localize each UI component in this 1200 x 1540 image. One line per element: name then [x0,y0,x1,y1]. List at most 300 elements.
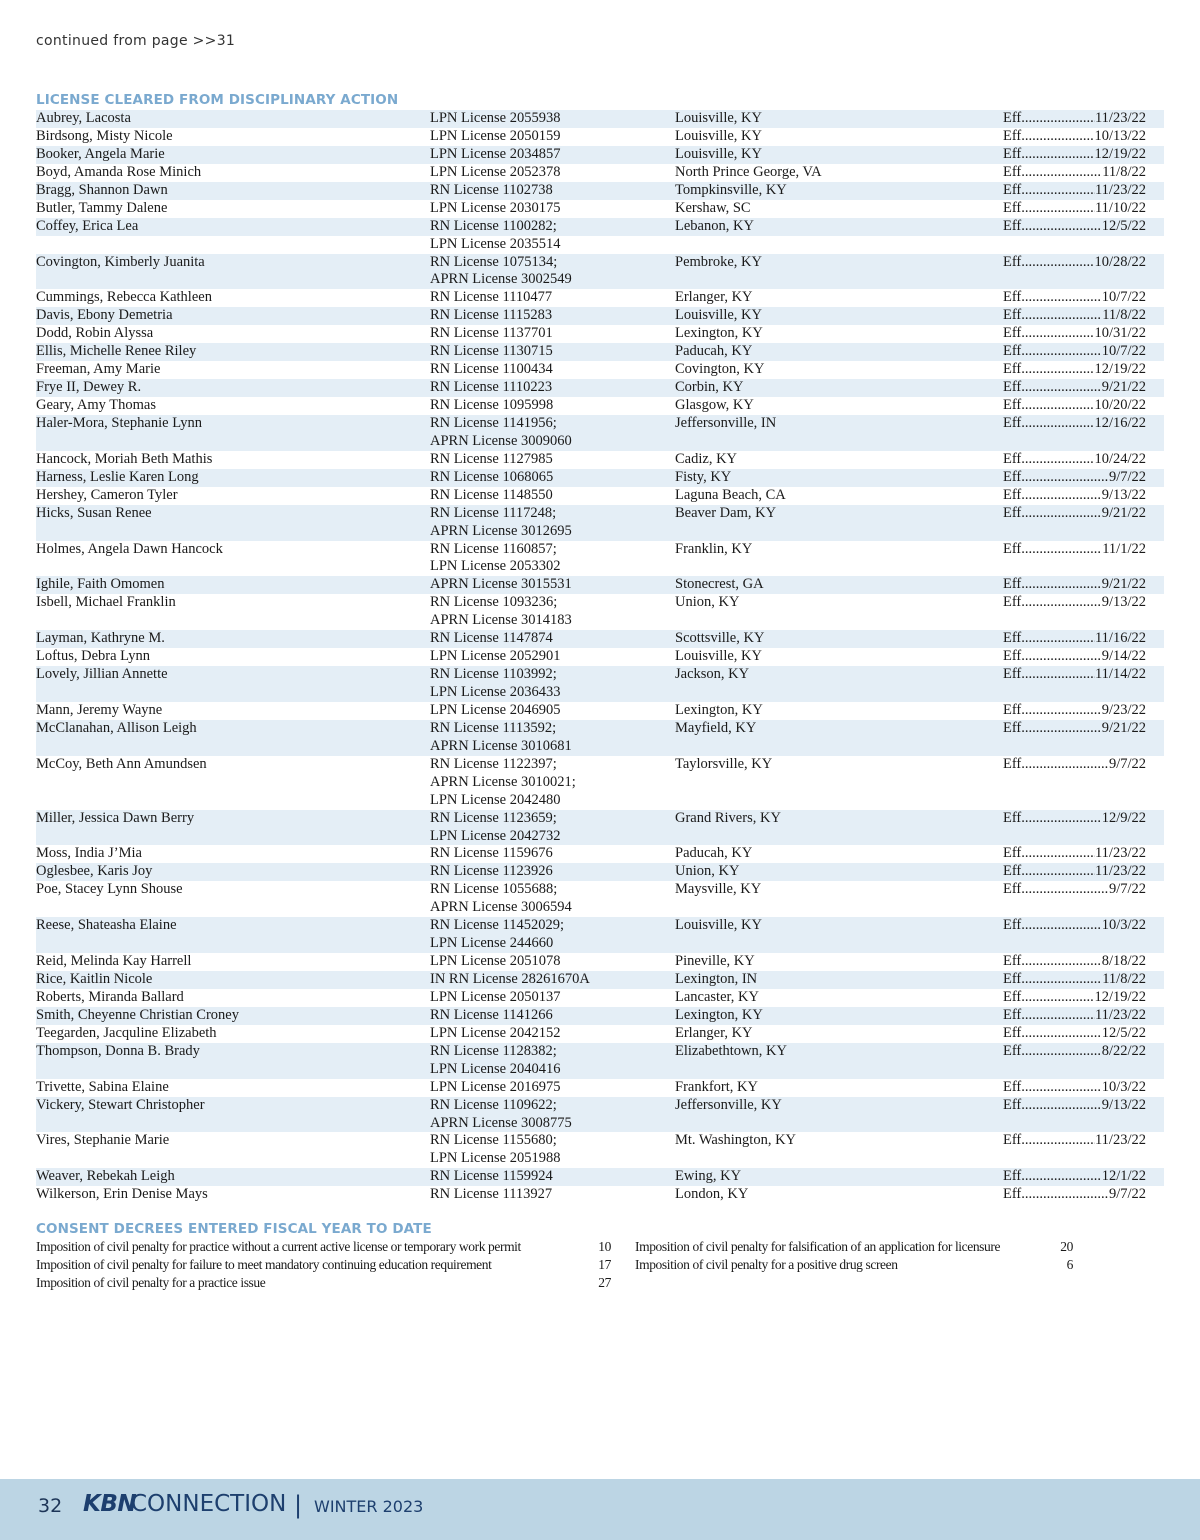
continued-note: continued from page >>31 [36,33,236,49]
licensee-name: Geary, Amy Thomas [36,397,157,413]
consent-item [635,1238,1073,1256]
licensee-location: Lebanon, KY [675,217,754,234]
effective-label: Eff. [1003,1006,1025,1023]
section-heading-cleared: LICENSE CLEARED FROM DISCIPLINARY ACTION [36,92,399,108]
effective-label: Eff. [1003,343,1025,360]
table-row [36,1168,1164,1186]
licensee-name: Miller, Jessica Dawn Berry [36,809,195,826]
table-row [36,1025,1164,1043]
consent-item-text: Imposition of civil penalty for falsification of an application for licensure [635,1239,1001,1254]
licensee-name: Isbell, Michael Franklin [36,594,176,611]
effective-date-value: 11/14/22 [1094,666,1146,683]
table-row [36,684,1164,702]
effective-date [1003,1132,1146,1150]
licensee-name: Moss, India J’Mia [36,845,142,862]
licensee-location: North Prince George, VA [675,163,822,180]
license-number: RN License 1155680; [430,1132,557,1149]
effective-label: Eff. [1003,468,1025,485]
licensee-location: Cadiz, KY [675,450,738,467]
effective-date-value: 10/31/22 [1094,325,1146,342]
table-row [36,738,1164,756]
effective-date [1003,576,1146,594]
effective-label: Eff. [1003,1024,1025,1041]
licensee-name: Vickery, Stewart Christopher [36,1096,205,1113]
table-row [36,236,1164,254]
effective-date [1003,1079,1146,1097]
licensee-name: Oglesbee, Karis Joy [36,863,153,880]
effective-date [1003,110,1146,128]
table-row [36,343,1164,361]
license-number: RN License 1110477 [430,289,553,306]
effective-date [1003,594,1146,612]
effective-label: Eff. [1003,576,1025,593]
table-row [36,146,1164,164]
licensee-name: Cummings, Rebecca Kathleen [36,289,212,306]
licensee-name: Hershey, Cameron Tyler [36,486,178,503]
licensee-location: Pembroke, KY [675,253,762,270]
licensee-name: Wilkerson, Erin Denise Mays [36,1186,208,1203]
licensee-location: Lexington, KY [675,1006,763,1023]
license-number: APRN License 3008775 [430,1114,572,1131]
effective-date-value: 12/19/22 [1094,145,1146,162]
table-row [36,505,1164,523]
effective-date-value: 9/7/22 [1108,1186,1146,1203]
license-number: RN License 1068065 [430,468,554,485]
licensee-name: Reid, Melinda Kay Harrell [36,953,192,970]
licensee-location: London, KY [675,1186,749,1203]
effective-date-value: 10/13/22 [1094,127,1146,144]
licensee-location: Jeffersonville, KY [675,1096,782,1113]
license-number: RN License 1103992; [430,666,557,683]
licensee-location: Louisville, KY [675,127,762,144]
effective-date-value: 9/13/22 [1101,1096,1146,1113]
table-row [36,989,1164,1007]
effective-date [1003,666,1146,684]
dot-leader [1025,218,1102,236]
dot-leader [1025,415,1095,433]
license-number: APRN License 3014183 [430,612,572,629]
dot-leader [1025,505,1102,523]
license-number: RN License 1113592; [430,719,557,736]
table-row [36,648,1164,666]
license-number: RN License 1095998 [430,397,554,413]
licensee-name: Hicks, Susan Renee [36,504,152,521]
effective-date-value: 9/21/22 [1101,504,1146,521]
table-row [36,415,1164,433]
table-row [36,164,1164,182]
license-number: LPN License 2052901 [430,648,561,665]
dot-leader [1025,254,1095,272]
dot-leader [1025,182,1095,200]
dot-leader [1025,630,1095,648]
effective-date-value: 9/21/22 [1101,719,1146,736]
effective-date [1003,343,1146,361]
effective-date [1003,325,1146,343]
licensee-location: Fisty, KY [675,468,732,485]
license-number: IN RN License 28261670A [430,971,590,987]
effective-date [1003,702,1146,720]
effective-date-value: 10/28/22 [1094,253,1146,270]
license-number: LPN License 2053302 [430,558,561,575]
dot-leader [1025,343,1102,361]
dot-leader [1025,110,1095,128]
effective-date-value: 9/13/22 [1101,486,1146,503]
licensee-location: Maysville, KY [675,881,762,898]
effective-date-value: 9/7/22 [1108,881,1146,898]
consent-item-count: 17 [598,1257,611,1272]
table-row [36,935,1164,953]
effective-label: Eff. [1003,1096,1025,1113]
effective-label: Eff. [1003,504,1025,521]
effective-date-value: 12/9/22 [1101,809,1146,826]
effective-date [1003,630,1146,648]
dot-leader [1025,487,1102,505]
licensee-name: Coffey, Erica Lea [36,217,139,234]
footer-separator: | [294,1491,303,1519]
dot-leader [1025,648,1102,666]
effective-date [1003,1007,1146,1025]
dot-leader [1025,756,1109,774]
license-number: RN License 1147874 [430,630,553,647]
license-number: LPN License 2040416 [430,1060,561,1077]
dot-leader [1025,881,1109,899]
licensee-name: Loftus, Debra Lynn [36,648,150,665]
effective-label: Eff. [1003,666,1025,683]
license-number: APRN License 3002549 [430,271,572,288]
licensee-name: Aubrey, Lacosta [36,110,131,126]
effective-label: Eff. [1003,755,1025,772]
effective-date [1003,379,1146,397]
license-number: RN License 1130715 [430,343,553,360]
license-number: LPN License 2042152 [430,1024,561,1041]
effective-date-value: 8/22/22 [1101,1042,1146,1059]
dot-leader [1025,594,1102,612]
consent-item [36,1256,611,1274]
effective-label: Eff. [1003,361,1025,378]
license-number: APRN License 3010021; [430,773,576,790]
effective-date-value: 11/23/22 [1094,1132,1146,1149]
dot-leader [1025,989,1095,1007]
effective-label: Eff. [1003,145,1025,162]
licensee-name: Frye II, Dewey R. [36,379,142,396]
licensee-location: Jackson, KY [675,666,750,683]
table-row [36,1186,1164,1204]
effective-label: Eff. [1003,630,1025,647]
table-row [36,792,1164,810]
table-row [36,397,1164,415]
effective-date [1003,1186,1146,1204]
effective-date [1003,953,1146,971]
table-row [36,1115,1164,1133]
licensee-location: Scottsville, KY [675,630,765,647]
effective-label: Eff. [1003,199,1025,216]
dot-leader [1025,200,1095,218]
effective-label: Eff. [1003,110,1025,126]
page-number: 32 [38,1495,63,1517]
effective-date [1003,361,1146,379]
licensee-name: Layman, Kathryne M. [36,630,165,647]
effective-date [1003,218,1146,236]
dot-leader [1025,164,1102,182]
license-number: APRN License 3015531 [430,576,572,593]
table-row [36,1132,1164,1150]
effective-date-value: 8/18/22 [1101,953,1146,970]
license-number: APRN License 3006594 [430,899,572,916]
effective-label: Eff. [1003,181,1025,198]
effective-date-value: 12/19/22 [1094,361,1146,378]
licensee-name: McCoy, Beth Ann Amundsen [36,755,207,772]
consent-item-count: 10 [598,1239,611,1254]
dot-leader [1025,541,1102,559]
table-row [36,863,1164,881]
effective-date-value: 11/10/22 [1094,199,1146,216]
table-row [36,720,1164,738]
license-number: RN License 1159924 [430,1168,553,1185]
table-row [36,594,1164,612]
effective-date [1003,146,1146,164]
effective-date [1003,648,1146,666]
effective-date [1003,917,1146,935]
table-row [36,702,1164,720]
licensee-name: Thompson, Donna B. Brady [36,1042,200,1059]
dot-leader [1025,1007,1095,1025]
licensee-location: Lexington, KY [675,325,763,342]
effective-date [1003,756,1146,774]
effective-date [1003,1097,1146,1115]
effective-label: Eff. [1003,325,1025,342]
dot-leader [1025,1025,1102,1043]
licensee-location: Taylorsville, KY [675,755,773,772]
effective-label: Eff. [1003,881,1025,898]
table-row [36,254,1164,272]
license-number: RN License 1110223 [430,379,553,396]
license-number: RN License 1109622; [430,1096,557,1113]
table-row [36,271,1164,289]
licensee-location: Grand Rivers, KY [675,809,781,826]
effective-date [1003,1025,1146,1043]
table-row [36,612,1164,630]
license-number: RN License 1100434 [430,361,553,378]
brand-logo-bold: KBN [83,1491,137,1517]
dot-leader [1025,971,1102,989]
license-number: RN License 1122397; [430,755,557,772]
licensee-name: McClanahan, Allison Leigh [36,719,197,736]
licensee-name: Teegarden, Jacquline Elizabeth [36,1024,217,1041]
dot-leader [1025,289,1102,307]
effective-date-value: 12/19/22 [1094,988,1146,1005]
licensee-name: Freeman, Amy Marie [36,361,161,378]
consent-item-count: 27 [598,1275,611,1290]
dot-leader [1025,810,1102,828]
licensee-name: Covington, Kimberly Juanita [36,253,205,270]
dot-leader [1025,469,1109,487]
effective-date [1003,128,1146,146]
licensee-location: Erlanger, KY [675,289,753,306]
effective-date-value: 10/24/22 [1094,450,1146,467]
effective-date-value: 11/23/22 [1094,1006,1146,1023]
table-row [36,307,1164,325]
license-number: RN License 11452029; [430,917,564,934]
license-number: APRN License 3012695 [430,522,572,539]
table-row [36,666,1164,684]
consent-item [36,1274,611,1292]
licensee-location: Lancaster, KY [675,988,759,1005]
effective-date [1003,971,1146,989]
dot-leader [1025,702,1102,720]
licensee-location: Lexington, KY [675,701,763,718]
effective-date-value: 11/23/22 [1094,181,1146,198]
effective-date-value: 12/1/22 [1101,1168,1146,1185]
licensee-location: Frankfort, KY [675,1078,758,1095]
effective-label: Eff. [1003,863,1025,880]
effective-date [1003,720,1146,738]
effective-date [1003,451,1146,469]
dot-leader [1025,1079,1102,1097]
effective-date [1003,254,1146,272]
table-row [36,433,1164,451]
licensee-name: Davis, Ebony Demetria [36,307,173,324]
effective-date-value: 11/23/22 [1094,845,1146,862]
license-number: RN License 1141266 [430,1006,553,1023]
table-row [36,1079,1164,1097]
effective-date-value: 11/16/22 [1094,630,1146,647]
effective-date [1003,810,1146,828]
effective-label: Eff. [1003,1078,1025,1095]
consent-item-text: Imposition of civil penalty for a practice issue [36,1275,266,1290]
effective-date-value: 9/14/22 [1101,648,1146,665]
table-row [36,774,1164,792]
table-row [36,971,1164,989]
effective-date-value: 9/7/22 [1108,755,1146,772]
license-number: LPN License 2051078 [430,953,561,970]
effective-label: Eff. [1003,988,1025,1005]
table-row [36,1007,1164,1025]
table-row [36,1150,1164,1168]
effective-date-value: 9/13/22 [1101,594,1146,611]
effective-date-value: 10/20/22 [1094,397,1146,413]
license-cleared-table [36,110,1164,1204]
dot-leader [1025,325,1095,343]
license-number: RN License 1137701 [430,325,553,342]
license-number: LPN License 2042480 [430,791,561,808]
effective-date [1003,289,1146,307]
consent-item-text: Imposition of civil penalty for practice without a current active license or temporary work permit [36,1239,521,1254]
license-number: RN License 1123926 [430,863,553,880]
licensee-name: Ighile, Faith Omomen [36,576,165,593]
licensee-location: Elizabethtown, KY [675,1042,787,1059]
licensee-location: Union, KY [675,863,740,880]
effective-date [1003,1168,1146,1186]
licensee-location: Louisville, KY [675,648,762,665]
dot-leader [1025,1132,1095,1150]
table-row [36,289,1164,307]
effective-date-value: 10/3/22 [1101,1078,1146,1095]
table-row [36,218,1164,236]
license-number: LPN License 2016975 [430,1078,561,1095]
licensee-name: Reese, Shateasha Elaine [36,917,177,934]
effective-date [1003,845,1146,863]
consent-item-count: 20 [1060,1239,1073,1254]
effective-label: Eff. [1003,414,1025,431]
licensee-location: Erlanger, KY [675,1024,753,1041]
dot-leader [1025,953,1102,971]
effective-date-value: 9/7/22 [1108,468,1146,485]
licensee-name: Birdsong, Misty Nicole [36,127,173,144]
licensee-name: Harness, Leslie Karen Long [36,468,199,485]
effective-date [1003,200,1146,218]
license-number: RN License 1075134; [430,253,558,270]
effective-label: Eff. [1003,845,1025,862]
consent-item [36,1238,611,1256]
effective-date [1003,164,1146,182]
licensee-location: Franklin, KY [675,540,753,557]
license-number: RN License 1115283 [430,307,553,324]
effective-date [1003,541,1146,559]
dot-leader [1025,576,1102,594]
license-number: APRN License 3009060 [430,432,572,449]
license-number: APRN License 3010681 [430,737,572,754]
effective-date [1003,487,1146,505]
effective-label: Eff. [1003,217,1025,234]
effective-label: Eff. [1003,307,1025,324]
licensee-name: Bragg, Shannon Dawn [36,181,168,198]
page-footer [0,1479,1200,1540]
table-row [36,523,1164,541]
dot-leader [1025,379,1102,397]
license-number: RN License 1127985 [430,450,553,467]
license-number: RN License 1102738 [430,181,553,198]
effective-label: Eff. [1003,917,1025,934]
effective-date-value: 10/7/22 [1101,289,1146,306]
dot-leader [1025,666,1095,684]
licensee-location: Paducah, KY [675,343,753,360]
consent-item-count: 6 [1066,1257,1073,1272]
licensee-location: Pineville, KY [675,953,755,970]
license-number: RN License 1141956; [430,414,557,431]
effective-label: Eff. [1003,289,1025,306]
effective-date [1003,989,1146,1007]
licensee-location: Tompkinsville, KY [675,181,787,198]
effective-label: Eff. [1003,486,1025,503]
licensee-location: Laguna Beach, CA [675,486,786,503]
licensee-name: Butler, Tammy Dalene [36,199,168,216]
table-row [36,1097,1164,1115]
dot-leader [1025,361,1095,379]
effective-label: Eff. [1003,1132,1025,1149]
consent-item [635,1256,1073,1274]
section-heading-consent: CONSENT DECREES ENTERED FISCAL YEAR TO DATE [36,1221,432,1237]
effective-label: Eff. [1003,127,1025,144]
issue-label: WINTER 2023 [314,1497,424,1516]
licensee-name: Boyd, Amanda Rose Minich [36,163,202,180]
effective-date-value: 9/23/22 [1101,701,1146,718]
license-number: LPN License 2035514 [430,235,561,252]
effective-date-value: 9/21/22 [1101,576,1146,593]
table-row [36,953,1164,971]
licensee-name: Lovely, Jillian Annette [36,666,168,683]
dot-leader [1025,720,1102,738]
licensee-location: Paducah, KY [675,845,753,862]
licensee-location: Jeffersonville, IN [675,414,777,431]
license-number: LPN License 2055938 [430,110,561,126]
effective-label: Eff. [1003,379,1025,396]
table-row [36,361,1164,379]
license-number: LPN License 2052378 [430,163,561,180]
effective-date [1003,397,1146,415]
licensee-location: Kershaw, SC [675,199,751,216]
licensee-name: Haler-Mora, Stephanie Lynn [36,414,203,431]
effective-date [1003,1043,1146,1061]
